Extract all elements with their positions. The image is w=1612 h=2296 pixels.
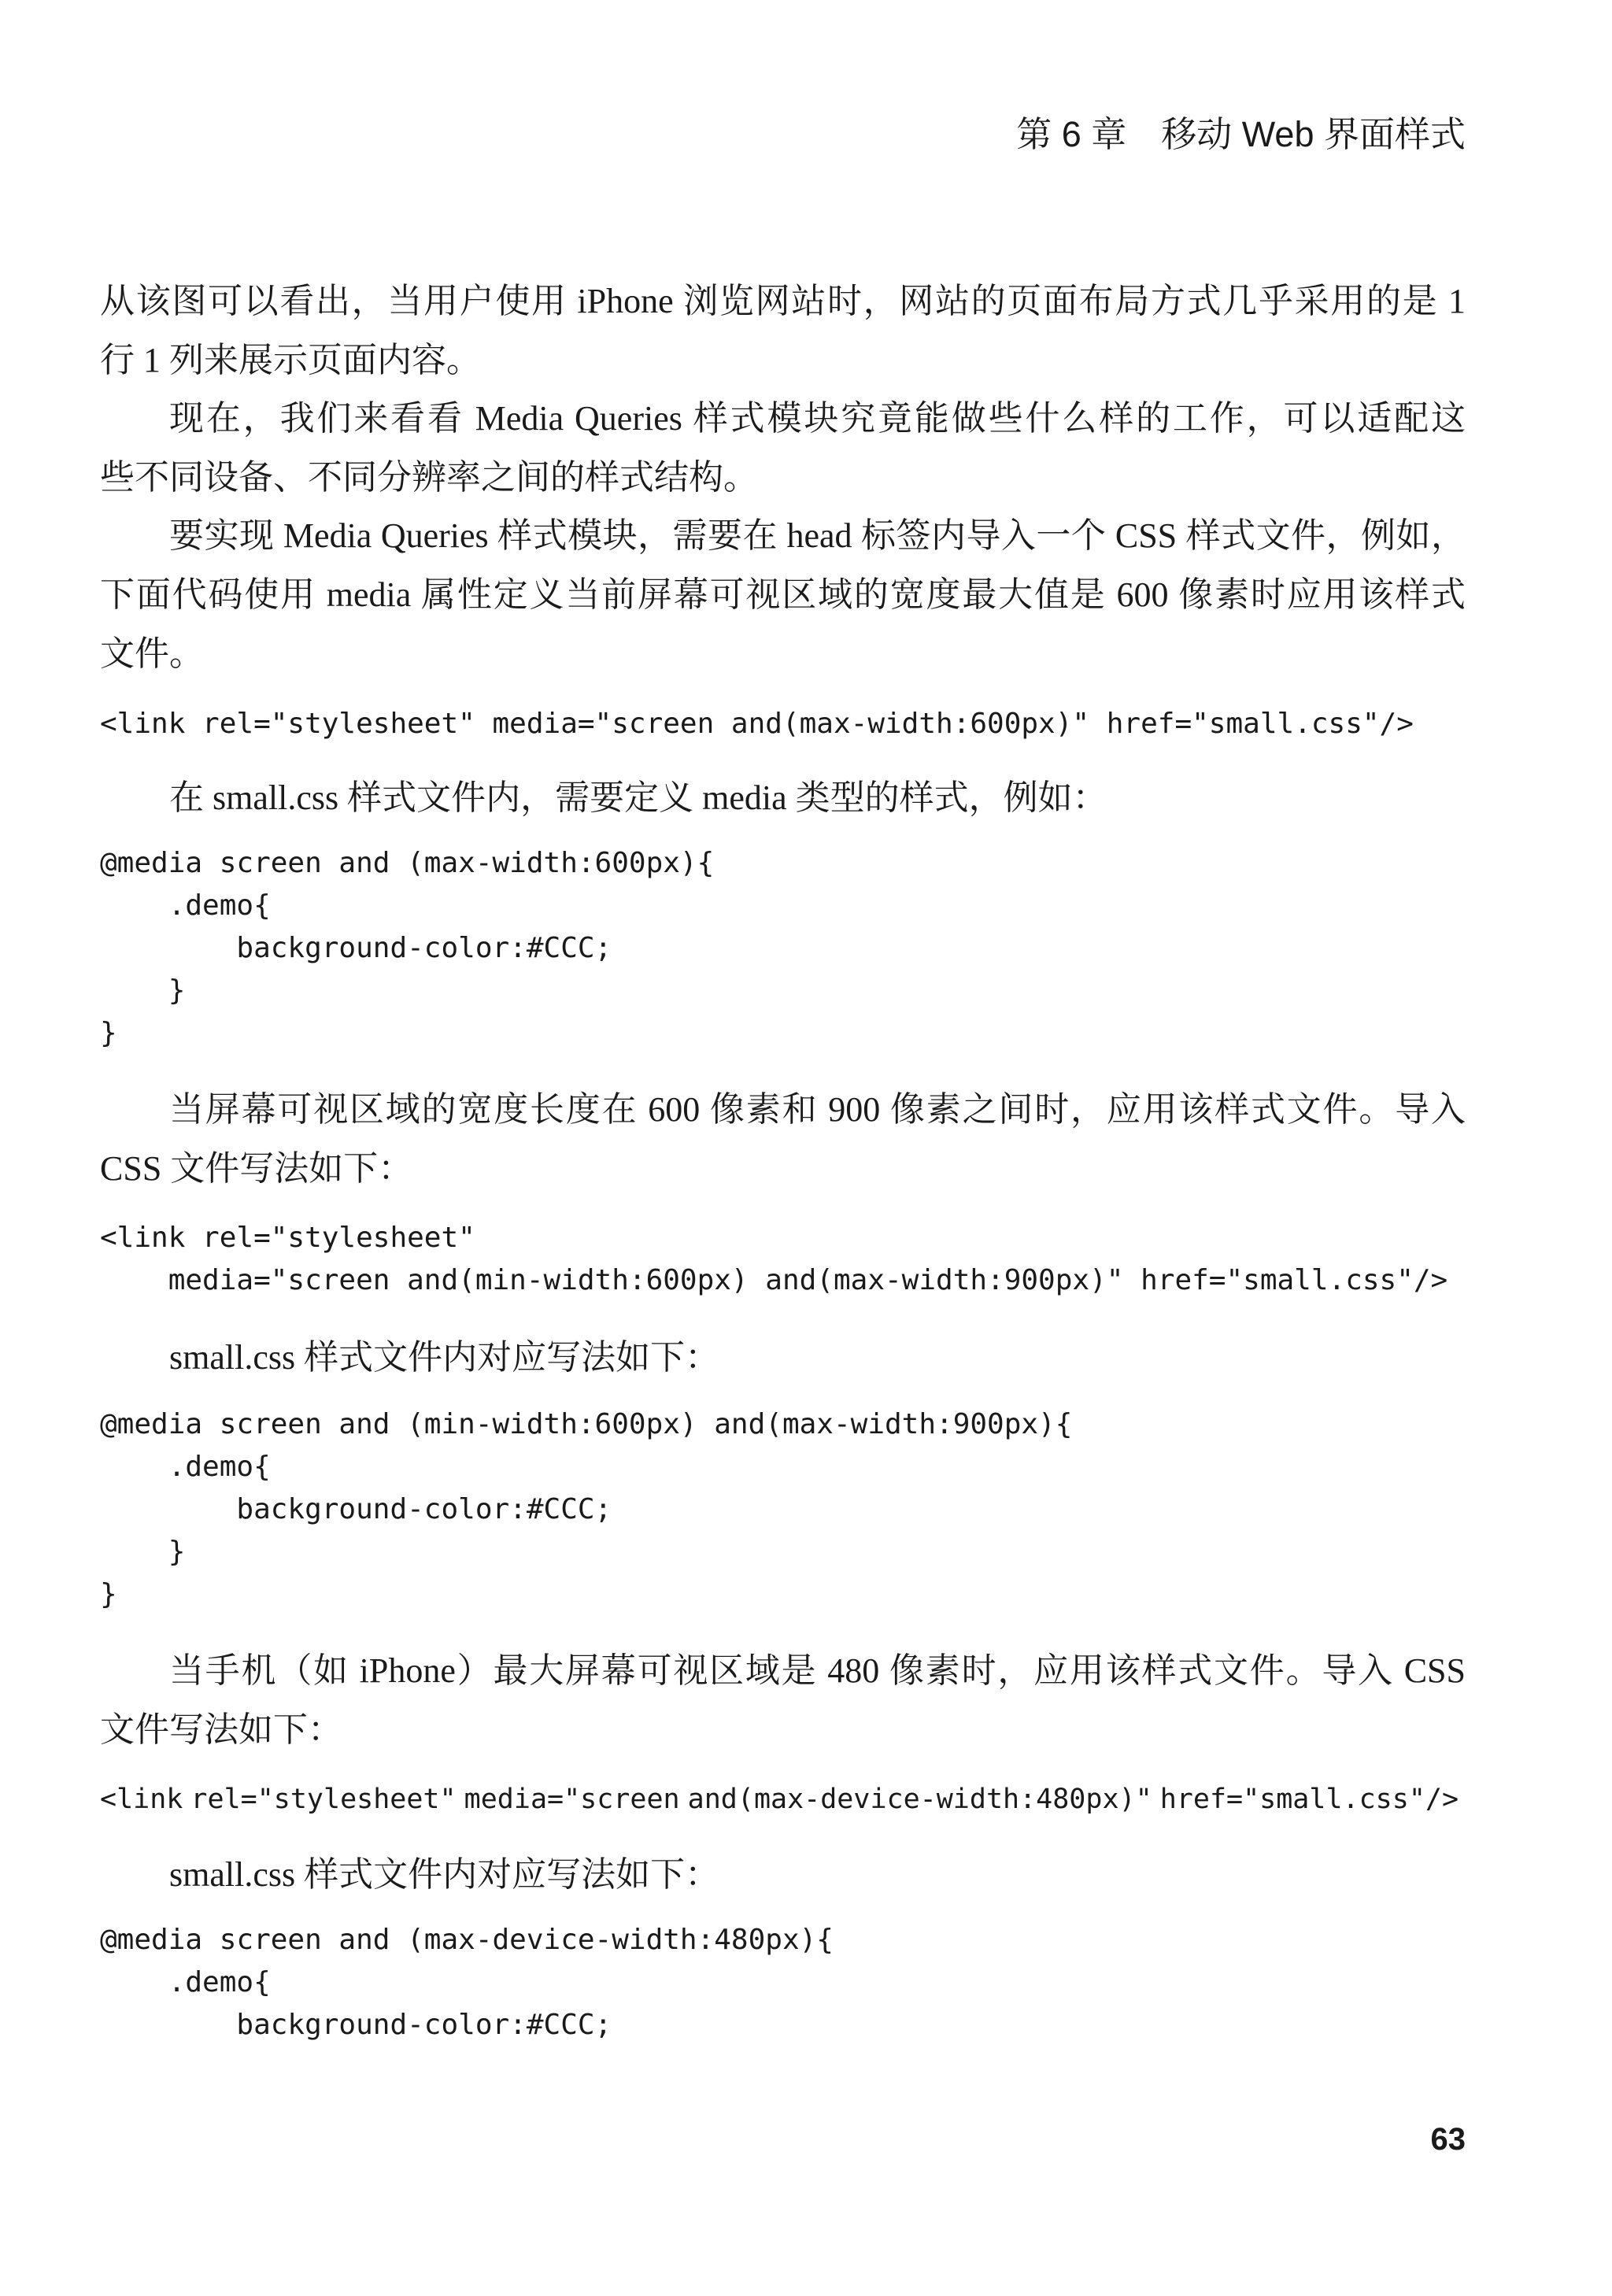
code-line: .demo{ (100, 889, 271, 922)
code-line: <link rel="stylesheet" media="screen and(max-width:600px)" href="small.css"/> (100, 708, 1414, 740)
body-paragraph (100, 1845, 1466, 1904)
code-line: <link rel="stylesheet" media="screen and(max-device-width:480px)" href="small.css"/> (100, 1784, 1459, 1815)
paragraph-line: 要实现 Media Queries 样式模块，需要在 head 标签内导入一个 CSS 样式文件，例如， (169, 516, 1466, 555)
chapter-number: 第 6 章 (1016, 114, 1127, 154)
paragraph-line: 文件。 (100, 634, 204, 673)
paragraph-line: 在 small.css 样式文件内，需要定义 media 类型的样式，例如： (169, 778, 1107, 817)
running-header (1016, 111, 1466, 158)
code-line: .demo{ (100, 1451, 271, 1483)
paragraph-line: small.css 样式文件内对应写法如下： (169, 1855, 720, 1894)
code-line: } (100, 974, 186, 1007)
code-line: background-color:#CCC; (100, 932, 612, 964)
code-block (100, 1217, 1466, 1302)
code-line: @media screen and (max-width:600px){ (100, 847, 715, 879)
code-line: } (100, 1017, 117, 1049)
code-block (100, 1919, 1466, 2046)
code-block (100, 842, 1466, 1055)
code-block (100, 1403, 1466, 1616)
paragraph-line: 些不同设备、不同分辨率之间的样式结构。 (100, 458, 758, 497)
body-paragraph (100, 1328, 1466, 1387)
code-line: } (100, 1536, 186, 1568)
code-line: background-color:#CCC; (100, 2009, 612, 2041)
paragraph-line: CSS 文件写法如下： (100, 1149, 413, 1188)
body-paragraph (100, 389, 1466, 507)
body-paragraph (100, 1080, 1466, 1198)
code-block (100, 1778, 1466, 1821)
code-line: <link rel="stylesheet" (100, 1222, 475, 1254)
body-paragraph (100, 768, 1466, 827)
code-line: background-color:#CCC; (100, 1493, 612, 1525)
code-line: media="screen and(min-width:600px) and(max-width:900px)" href="small.css"/> (100, 1264, 1448, 1296)
page-number: 63 (1430, 2122, 1466, 2157)
body-paragraph (100, 272, 1466, 390)
paragraph-line: small.css 样式文件内对应写法如下： (169, 1338, 720, 1377)
paragraph-line: 行 1 列来展示页面内容。 (100, 341, 481, 379)
code-line: .demo{ (100, 1966, 271, 1998)
paragraph-line: 从该图可以看出，当用户使用 iPhone 浏览网站时，网站的页面布局方式几乎采用的是 1 (100, 282, 1466, 320)
body-paragraph (100, 1641, 1466, 1759)
code-line: @media screen and (max-device-width:480px){ (100, 1924, 834, 1956)
paragraph-line: 文件写法如下： (100, 1710, 342, 1749)
code-block (100, 703, 1466, 745)
paragraph-line: 现在，我们来看看 Media Queries 样式模块究竟能做些什么样的工作，可以适配这 (169, 399, 1466, 438)
chapter-title: 移动 Web 界面样式 (1161, 114, 1466, 154)
code-line: } (100, 1578, 117, 1610)
paragraph-line: 下面代码使用 media 属性定义当前屏幕可视区域的宽度最大值是 600 像素时应用该样式 (100, 575, 1466, 614)
paragraph-line: 当屏幕可视区域的宽度长度在 600 像素和 900 像素之间时，应用该样式文件。导入 (169, 1090, 1466, 1129)
paragraph-line: 当手机（如 iPhone）最大屏幕可视区域是 480 像素时，应用该样式文件。导入 CSS (169, 1651, 1466, 1690)
code-line: @media screen and (min-width:600px) and(max-width:900px){ (100, 1408, 1073, 1440)
body-paragraph (100, 506, 1466, 683)
